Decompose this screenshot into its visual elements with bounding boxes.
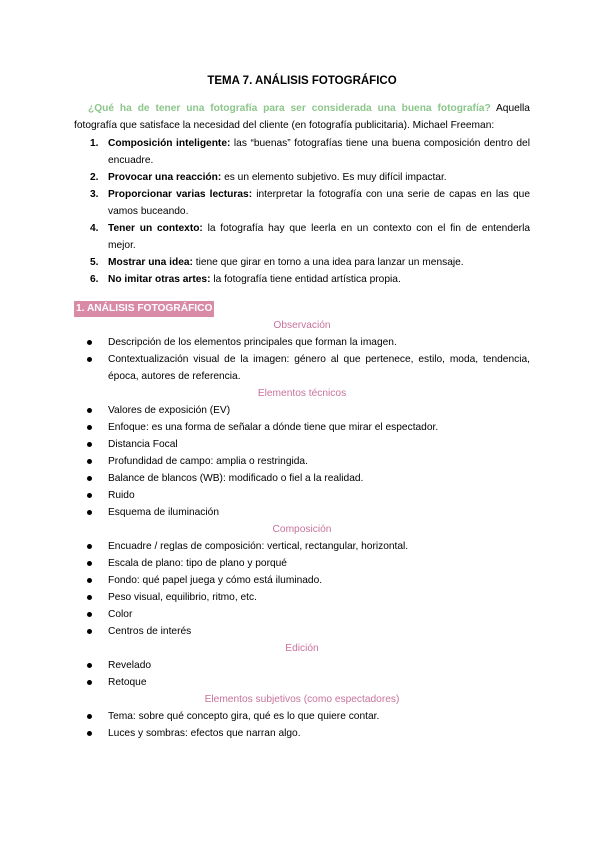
subheading-elementos-subjetivos: Elementos subjetivos (como espectadores) [204, 694, 400, 705]
principle-number: 1. [90, 138, 99, 149]
list-item: Ruido [108, 487, 530, 504]
section-heading-label: 1. ANÁLISIS FOTOGRÁFICO [74, 301, 214, 317]
principle-text: tiene que girar en torno a una idea para lanzar un mensaje. [192, 257, 464, 268]
subheading-composicion: Composición [272, 524, 332, 535]
list-item: Balance de blancos (WB): modificado o fiel a la realidad. [108, 470, 530, 487]
principle-number: 2. [90, 172, 99, 183]
list-item: Revelado [108, 657, 530, 674]
principle-term: No imitar otras artes: [108, 274, 211, 285]
page-title: TEMA 7. ANÁLISIS FOTOGRÁFICO [207, 75, 397, 87]
list-item: Luces y sombras: efectos que narran algo. [108, 725, 530, 742]
principle-number: 6. [90, 274, 99, 285]
principle-term: Tener un contexto: [108, 223, 203, 234]
list-item: Fondo: qué papel juega y cómo está iluminado. [108, 572, 530, 589]
list-item: Contextualización visual de la imagen: género al que pertenece, estilo, moda, tendencia, época, autores de referencia. [108, 351, 530, 385]
list-item: Descripción de los elementos principales que forman la imagen. [108, 334, 530, 351]
principles-list [74, 135, 530, 288]
intro-question: ¿Qué ha de tener una fotografía para ser considerada una buena fotografía? [88, 103, 491, 114]
list-item: Valores de exposición (EV) [108, 402, 530, 419]
principle-item [90, 220, 530, 254]
list-item: Tema: sobre qué concepto gira, qué es lo que quiere contar. [108, 708, 530, 725]
tecnicos-list [74, 402, 530, 521]
list-item: Escala de plano: tipo de plano y porqué [108, 555, 530, 572]
principle-term: Proporcionar varias lecturas: [108, 189, 253, 200]
principle-number: 3. [90, 189, 99, 200]
subheading-edicion: Edición [285, 643, 319, 654]
list-item: Retoque [108, 674, 530, 691]
subheading-elementos-tecnicos: Elementos técnicos [257, 388, 347, 399]
section-heading [74, 300, 530, 317]
principle-text: la fotografía tiene entidad artística propia. [210, 274, 401, 285]
intro-answer: Aquella fotografía que satisface la necesidad del cliente (en fotografía publicitaria). Michael Freeman: [74, 103, 530, 131]
principle-item [90, 254, 530, 271]
list-item: Color [108, 606, 530, 623]
principle-item [90, 186, 530, 220]
list-item: Peso visual, equilibrio, ritmo, etc. [108, 589, 530, 606]
list-item: Distancia Focal [108, 436, 530, 453]
principle-text: la fotografía hay que leerla en un contexto con el fin de entenderla mejor. [108, 223, 530, 251]
subheading-observacion: Observación [273, 320, 331, 331]
principle-item [90, 271, 530, 288]
principle-term: Composición inteligente: [108, 138, 231, 149]
intro-paragraph [74, 100, 530, 134]
subjetivos-list [74, 708, 530, 742]
list-item: Esquema de iluminación [108, 504, 530, 521]
list-item: Enfoque: es una forma de señalar a dónde tiene que mirar el espectador. [108, 419, 530, 436]
principle-term: Provocar una reacción: [108, 172, 222, 183]
principle-number: 4. [90, 223, 99, 234]
list-item: Centros de interés [108, 623, 530, 640]
principle-item [90, 169, 530, 186]
principle-item [90, 135, 530, 169]
list-item: Encuadre / reglas de composición: vertical, rectangular, horizontal. [108, 538, 530, 555]
principle-term: Mostrar una idea: [108, 257, 193, 268]
principle-text: es un elemento subjetivo. Es muy difícil impactar. [221, 172, 447, 183]
composicion-list [74, 538, 530, 640]
edicion-list [74, 657, 530, 691]
principle-text: las “buenas” fotografías tiene una buena composición dentro del encuadre. [108, 138, 530, 166]
principle-number: 5. [90, 257, 99, 268]
list-item: Profundidad de campo: amplia o restringida. [108, 453, 530, 470]
principle-text: interpretar la fotografía con una serie de capas en las que vamos buceando. [108, 189, 530, 217]
observacion-list [74, 334, 530, 385]
